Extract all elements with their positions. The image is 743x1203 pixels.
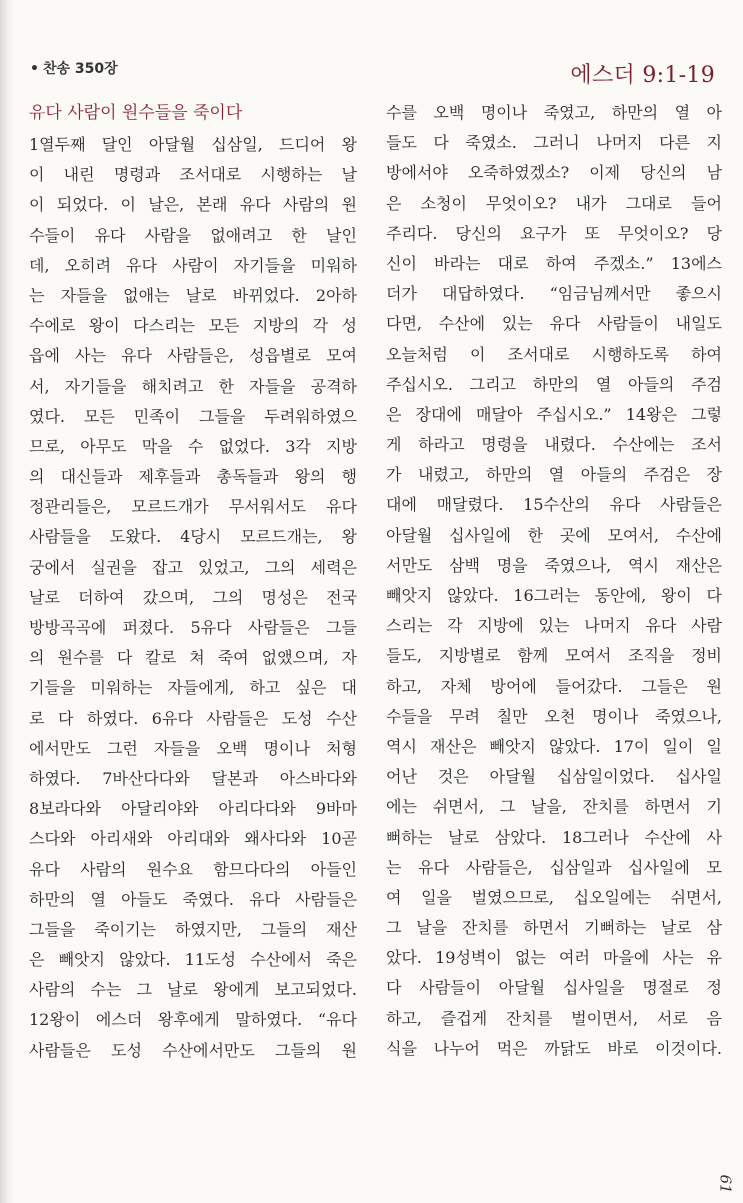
- right-column-text-line: 오늘처럼 이 조서대로 시행하도록 하여: [386, 344, 722, 364]
- left-column-text-line: 사람들을 도왔다. 4당시 모르드개는, 왕: [29, 527, 357, 547]
- left-column-text-line: 이 되었다. 이 날은, 본래 유다 사람의 원: [29, 195, 357, 215]
- right-column-text-line: 식을 나누어 먹은 까닭도 바로 이것이다.: [386, 1038, 722, 1058]
- left-column-text-line: 하만의 열 아들도 죽였다. 유다 사람들은: [29, 889, 357, 909]
- left-column-text-line: 그들을 죽이기는 하였지만, 그들의 재산: [29, 919, 357, 939]
- left-column: [29, 98, 357, 1066]
- page-edge: [0, 0, 14, 1203]
- left-column-text-line: 로 다 하였다. 6유다 사람들은 도성 수산: [29, 708, 357, 728]
- right-column-text-line: 는 유다 사람들은, 십삼일과 십사일에 모: [386, 857, 722, 877]
- right-column-text-line: 게 하라고 명령을 내렸다. 수산에는 조서: [386, 435, 722, 455]
- right-column-text-line: 빼앗지 않았다. 16그러는 동안에, 왕이 다: [386, 586, 722, 605]
- right-column-text-line: 하고, 즐겁게 잔치를 벌이면서, 서로 음: [386, 1008, 722, 1028]
- left-column-text-line: 읍에 사는 유다 사람들은, 성읍별로 모여: [29, 346, 357, 366]
- right-column-text-line: 수들을 무려 칠만 오천 명이나 죽였으나,: [386, 706, 722, 726]
- right-column-lines: [386, 98, 722, 1064]
- page-number: 61: [716, 1174, 735, 1194]
- right-column-text-line: 주십시오. 그리고 하만의 열 아들의 주검: [386, 374, 722, 394]
- right-column-text-line: 았다. 19성벽이 없는 여러 마을에 사는 유: [386, 948, 722, 968]
- left-column-text-line: 방방곡곡에 퍼졌다. 5유다 사람들은 그들: [29, 618, 357, 637]
- right-column-text-line: 어난 것은 아달월 십삼일이었다. 십사일: [386, 767, 722, 787]
- right-column-text-line: 들도 다 죽였소. 그러니 나머지 다른 지: [386, 133, 722, 153]
- left-column-text-line: 사람들은 도성 수산에서만도 그들의 원: [29, 1040, 357, 1060]
- left-column-text-line: 서, 자기들을 해치려고 한 자들을 공격하: [29, 376, 357, 396]
- right-column-text-line: 더가 대답하였다. “임금님께서만 좋으시: [386, 284, 722, 304]
- right-column-text-line: 가 내렸고, 하만의 열 아들의 주검은 장: [386, 465, 722, 485]
- right-column-text-line: 들도, 지방별로 함께 모여서 조직을 정비: [386, 646, 722, 666]
- left-column-text-line: 의 원수를 다 칼로 쳐 죽여 없앴으며, 자: [29, 648, 357, 668]
- right-column-text-line: 은 소청이 무엇이오? 내가 그대로 들어: [386, 193, 722, 213]
- right-column-text-line: 여 일을 벌였으므로, 십오일에는 쉬면서,: [386, 887, 722, 907]
- left-column-text-line: 유다 사람의 원수요 함므다다의 아들인: [29, 859, 357, 879]
- right-column-text-line: 주리다. 당신의 요구가 또 무엇이오? 당: [386, 223, 722, 243]
- left-column-text-line: 였다. 모든 민족이 그들을 두려워하였으: [29, 406, 357, 426]
- left-column-text-line: 정관리들은, 모르드개가 무서워서도 유다: [29, 497, 357, 517]
- right-column-text-line: 다면, 수산에 있는 유다 사람들이 내일도: [386, 314, 722, 334]
- left-column-text-line: 날로 더하여 갔으며, 그의 명성은 전국: [29, 587, 357, 607]
- left-column-text-line: 궁에서 실권을 잡고 있었고, 그의 세력은: [29, 557, 357, 577]
- right-column-text-line: 다 사람들이 아달월 십사일을 명절로 정: [386, 978, 722, 998]
- bullet: •: [30, 61, 39, 77]
- right-column-text-line: 신이 바라는 대로 하여 주겠소.” 13에스: [386, 253, 722, 273]
- left-column-text-line: 기들을 미워하는 자들에게, 하고 싶은 대: [29, 678, 357, 698]
- left-column-lines: [29, 130, 357, 1066]
- left-column-text-line: 의 대신들과 제후들과 총독들과 왕의 행: [29, 467, 357, 487]
- left-column-text-line: 에서만도 그런 자들을 오백 명이나 처형: [29, 738, 357, 758]
- left-column-text-line: 8보라다와 아달리야와 아리다다와 9바마: [29, 799, 357, 819]
- left-column-text-line: 수들이 유다 사람을 없애려고 한 날인: [29, 225, 357, 245]
- right-column-text-line: 은 장대에 매달아 주십시오.” 14왕은 그렇: [386, 404, 722, 424]
- left-column-text-line: 은 빼앗지 않았다. 11도성 수산에서 죽은: [29, 950, 357, 970]
- hymn-number: [30, 58, 118, 78]
- hymn-label: 찬송 350장: [42, 61, 118, 77]
- right-column-text-line: 방에서야 오죽하였겠소? 이제 당신의 남: [386, 163, 722, 183]
- left-column-text-line: 는 자들을 없애는 날로 바뀌었다. 2아하: [29, 285, 357, 305]
- right-column-text-line: 뻐하는 날로 삼았다. 18그러나 수산에 사: [386, 827, 722, 847]
- left-column-text-line: 이 내린 명령과 조서대로 시행하는 날: [29, 165, 357, 185]
- left-column-text-line: 사람의 수는 그 날로 왕에게 보고되었다.: [29, 980, 357, 1000]
- right-column-text-line: 그 날을 잔치를 하면서 기뻐하는 날로 삼: [386, 918, 722, 938]
- right-column-text-line: 스리는 각 지방에 있는 나머지 유다 사람: [386, 616, 722, 636]
- left-column-text-line: 므로, 아무도 막을 수 없었다. 3각 지방: [29, 436, 357, 456]
- right-column-text-line: 서만도 삼백 명을 죽였으나, 역시 재산은: [386, 555, 722, 575]
- left-column-text-line: 데, 오히려 유다 사람이 자기들을 미워하: [29, 255, 357, 275]
- left-column-text-line: 스다와 아리새와 아리대와 왜사다와 10곧: [29, 829, 357, 849]
- right-column-text-line: 역시 재산은 빼앗지 않았다. 17이 일이 일: [386, 736, 722, 756]
- left-column-text-line: 하였다. 7바산다다와 달본과 아스바다와: [29, 768, 357, 788]
- right-column-text-line: 대에 매달렸다. 15수산의 유다 사람들은: [386, 495, 722, 515]
- section-heading: 유다 사람이 원수들을 죽이다: [29, 103, 243, 123]
- right-column-text-line: 아달월 십사일에 한 곳에 모여서, 수산에: [386, 525, 722, 545]
- right-column: [386, 98, 722, 1064]
- left-column-text-line: 1열두째 달인 아달월 십삼일, 드디어 왕: [29, 135, 357, 154]
- scripture-reference: 에스더 9:1-19: [570, 63, 715, 88]
- right-column-text-line: 하고, 자체 방어에 들어갔다. 그들은 원: [386, 676, 722, 696]
- right-column-text-line: 에는 쉬면서, 그 날을, 잔치를 하면서 기: [386, 797, 722, 817]
- right-column-text-line: 수를 오백 명이나 죽였고, 하만의 열 아: [386, 103, 722, 122]
- left-column-text-line: 12왕이 에스더 왕후에게 말하였다. “유다: [29, 1010, 357, 1030]
- left-column-text-line: 수에로 왕이 다스리는 모든 지방의 각 성: [29, 316, 357, 336]
